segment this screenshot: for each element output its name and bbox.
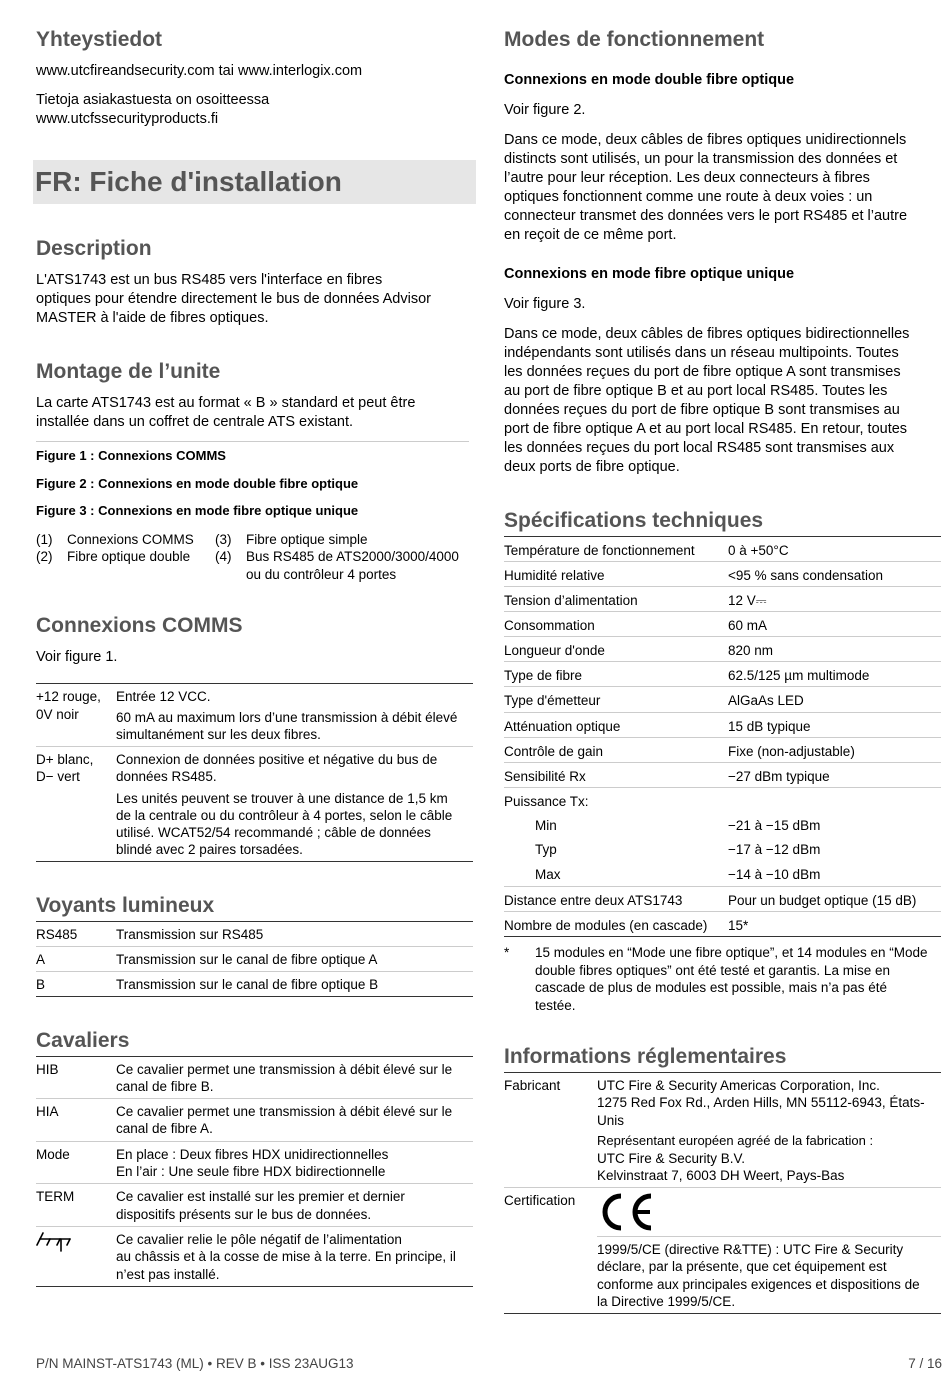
reg-value: UTC Fire & Security B.V. xyxy=(597,1151,746,1166)
comms-value: Connexion de données positive et négative du bus de xyxy=(116,752,438,767)
spec-row xyxy=(504,536,941,561)
table-rule xyxy=(36,1056,473,1057)
spec-key: Sensibilité Rx xyxy=(504,769,586,784)
spec-key: Longueur d'onde xyxy=(504,643,605,658)
modes-title: Modes de fonctionnement xyxy=(504,28,765,51)
spec-row xyxy=(504,886,941,911)
spec-key: Type de fibre xyxy=(504,668,583,683)
spec-row-tx xyxy=(504,787,941,886)
spec-key: Humidité relative xyxy=(504,568,605,583)
note-text: 15 modules en “Mode une fibre optique”, et 14 modules en “Mode xyxy=(535,945,928,960)
spec-key: Nombre de modules (en cascade) xyxy=(504,918,708,933)
modes-text: l’autre pour leur réception. Les deux connecteurs à fibres xyxy=(504,170,870,186)
table-rule xyxy=(36,1098,473,1099)
description-text: L'ATS1743 est un bus RS485 vers l'interface en fibres xyxy=(36,272,383,288)
jumper-value: dispositifs présents sur le bus de données. xyxy=(116,1207,372,1222)
led-value: Transmission sur RS485 xyxy=(116,927,264,942)
spec-value: −17 à −12 dBm xyxy=(728,842,821,857)
comms-value: Les unités peuvent se trouver à une distance de 1,5 km xyxy=(116,791,448,806)
jumper-value: Ce cavalier permet une transmission à débit élevé sur le xyxy=(116,1062,453,1077)
legend-text: Bus RS485 de ATS2000/3000/4000 xyxy=(246,549,459,564)
legend-num: (2) xyxy=(36,549,53,564)
jumper-key: HIA xyxy=(36,1104,59,1119)
modes-text: Dans ce mode, deux câbles de fibres optiques unidirectionnels xyxy=(504,132,907,148)
spec-row xyxy=(504,762,941,787)
reg-value: 1275 Red Fox Rd., Arden Hills, MN 55112-6943, États- xyxy=(597,1095,925,1110)
spec-key: Puissance Tx: xyxy=(504,794,589,809)
spec-key: Température de fonctionnement xyxy=(504,543,695,558)
jumper-value: canal de fibre B. xyxy=(116,1079,214,1094)
note-text: cascade de plus de modules est possible, mais n’a pas été xyxy=(535,980,887,995)
modes-text: en reçoit de ce même port. xyxy=(504,227,677,243)
modes-text: connecteur transmet des données vers le port RS485 et l’autre xyxy=(504,208,908,224)
reg-value: Représentant européen agréé de la fabrication : xyxy=(597,1133,874,1148)
legend-text: ou du contrôleur 4 portes xyxy=(246,567,397,582)
reg-value: Unis xyxy=(597,1113,625,1128)
modes-see: Voir figure 3. xyxy=(504,296,586,312)
modes-see: Voir figure 2. xyxy=(504,102,586,118)
spec-value: Pour un budget optique (15 dB) xyxy=(728,893,917,908)
banner-title: FR: Fiche d'installation xyxy=(35,166,342,197)
spec-value: Fixe (non-adjustable) xyxy=(728,744,855,759)
contact-line: www.utcfireandsecurity.com tai www.interlogix.com xyxy=(36,63,363,79)
spec-row xyxy=(504,737,941,762)
contact-line: www.utcfssecurityproducts.fi xyxy=(36,111,219,127)
spec-key: Min xyxy=(535,818,557,833)
modes-text: Dans ce mode, deux câbles de fibres optiques bidirectionnelles xyxy=(504,326,910,342)
legend-num: (4) xyxy=(215,549,232,564)
contact-title: Yhteystiedot xyxy=(36,28,163,51)
description-text: MASTER à l'aide de fibres optiques. xyxy=(36,310,269,326)
comms-value: utilisé. WCAT52/54 recommandé ; câble de données xyxy=(116,825,431,840)
modes-text: deux ports de fibre optique. xyxy=(504,459,680,475)
table-rule xyxy=(504,1187,941,1188)
specs-title: Spécifications techniques xyxy=(504,509,764,532)
jumper-value: Ce cavalier est installé sur les premier et dernier xyxy=(116,1189,405,1204)
table-rule xyxy=(36,1286,473,1287)
jumper-key: TERM xyxy=(36,1189,75,1204)
modes-text: les données reçues du port local RS485 sont transmises aux xyxy=(504,440,895,456)
reg-key: Fabricant xyxy=(504,1078,561,1093)
legend-text: Fibre optique double xyxy=(67,549,191,564)
section-banner xyxy=(33,160,476,204)
spec-row xyxy=(504,611,941,636)
footer-page-number: 7 / 16 xyxy=(908,1356,942,1371)
jumper-value: Ce cavalier relie le pôle négatif de l’alimentation xyxy=(116,1232,402,1247)
comms-value: données RS485. xyxy=(116,769,217,784)
reg-value: conforme aux principales exigences et dispositions de xyxy=(597,1277,920,1292)
spec-key: Max xyxy=(535,867,561,882)
spec-value: 0 à +50°C xyxy=(728,543,789,558)
table-rule xyxy=(36,1183,473,1184)
comms-value: Entrée 12 VCC. xyxy=(116,689,211,704)
spec-value: 12 V⎓ xyxy=(728,593,767,608)
spec-key: Consommation xyxy=(504,618,595,633)
reg-value: Kelvinstraat 7, 6003 DH Weert, Pays-Bas xyxy=(597,1168,845,1183)
modes-text: optiques fonctionnent comme une route à deux voies : un xyxy=(504,189,873,205)
led-key: B xyxy=(36,977,46,992)
divider xyxy=(36,441,469,442)
jumper-value: En place : Deux fibres HDX unidirectionnelles xyxy=(116,1147,389,1162)
comms-see: Voir figure 1. xyxy=(36,649,118,665)
spec-value: −21 à −15 dBm xyxy=(728,818,821,833)
table-rule xyxy=(36,1226,473,1227)
spec-row xyxy=(504,586,941,611)
table-rule xyxy=(36,921,473,922)
modes-text: les données reçues du port de fibre optique A sont transmises xyxy=(504,364,901,380)
note-text: double fibres optiques” ont été testé et garantis. La mise en xyxy=(535,963,890,978)
table-rule xyxy=(36,746,473,747)
table-rule xyxy=(36,996,473,997)
led-value: Transmission sur le canal de fibre optique B xyxy=(116,977,379,992)
spec-key: Distance entre deux ATS1743 xyxy=(504,893,683,908)
description-text: optiques pour étendre directement le bus de données Advisor xyxy=(36,291,431,307)
jumper-key: HIB xyxy=(36,1062,59,1077)
table-rule xyxy=(36,946,473,947)
figure-caption: Figure 2 : Connexions en mode double fibre optique xyxy=(36,476,359,491)
table-rule xyxy=(597,1236,941,1237)
legend-text: Connexions COMMS xyxy=(67,532,194,547)
note-mark: * xyxy=(504,945,510,960)
jumper-value: n’est pas installé. xyxy=(116,1267,220,1282)
table-rule xyxy=(36,971,473,972)
led-value: Transmission sur le canal de fibre optique A xyxy=(116,952,378,967)
spec-row xyxy=(504,712,941,737)
leds-title: Voyants lumineux xyxy=(36,894,215,917)
jumper-value: Ce cavalier permet une transmission à débit élevé sur le xyxy=(116,1104,453,1119)
spec-value: 15 dB typique xyxy=(728,719,811,734)
spec-key: Type d'émetteur xyxy=(504,693,601,708)
spec-value: <95 % sans condensation xyxy=(728,568,883,583)
reg-value: déclare, par la présente, que cet équipement est xyxy=(597,1259,887,1274)
table-rule xyxy=(504,1313,941,1314)
legend-num: (1) xyxy=(36,532,53,547)
led-key: RS485 xyxy=(36,927,78,942)
comms-key: 0V noir xyxy=(36,707,79,722)
spec-row xyxy=(504,661,941,686)
reg-key: Certification xyxy=(504,1193,576,1208)
table-rule xyxy=(36,861,473,862)
modes-text: au port de fibre optique B et au port local RS485. Toutes les xyxy=(504,383,888,399)
spec-row xyxy=(504,686,941,711)
comms-key: D− vert xyxy=(36,769,80,784)
modes-subtitle: Connexions en mode fibre optique unique xyxy=(504,266,795,282)
spec-value: 15* xyxy=(728,918,749,933)
comms-title: Connexions COMMS xyxy=(36,614,243,637)
spec-row xyxy=(504,636,941,661)
reg-value: 1999/5/CE (directive R&TTE) : UTC Fire & Security xyxy=(597,1242,904,1257)
spec-row xyxy=(504,911,941,937)
table-rule xyxy=(504,1072,941,1073)
table-rule xyxy=(36,683,473,684)
comms-key: D+ blanc, xyxy=(36,752,94,767)
montage-title: Montage de l’unite xyxy=(36,360,221,383)
spec-value: 60 mA xyxy=(728,618,768,633)
jumper-value: canal de fibre A. xyxy=(116,1121,213,1136)
jumper-key: Mode xyxy=(36,1147,70,1162)
contact-line: Tietoja asiakastuesta on osoitteessa xyxy=(36,92,270,108)
figure-caption: Figure 3 : Connexions en mode fibre optique unique xyxy=(36,503,359,518)
legend-text: Fibre optique simple xyxy=(246,532,368,547)
table-rule xyxy=(36,1141,473,1142)
comms-key: +12 rouge, xyxy=(36,689,101,704)
chassis-ground-icon xyxy=(36,1229,76,1253)
jumper-value: En l’air : Une seule fibre HDX bidirectionnelle xyxy=(116,1164,386,1179)
led-key: A xyxy=(36,952,46,967)
jumpers-title: Cavaliers xyxy=(36,1029,130,1052)
modes-subtitle: Connexions en mode double fibre optique xyxy=(504,72,795,88)
spec-value: 62.5/125 µm multimode xyxy=(728,668,870,683)
spec-key: Typ xyxy=(535,842,557,857)
reg-value: UTC Fire & Security Americas Corporation, Inc. xyxy=(597,1078,880,1093)
montage-text: installée dans un coffret de centrale ATS existant. xyxy=(36,414,354,430)
spec-value: AlGaAs LED xyxy=(728,693,804,708)
reg-value: la Directive 1999/5/CE. xyxy=(597,1294,736,1309)
montage-text: La carte ATS1743 est au format « B » standard et peut être xyxy=(36,395,416,411)
comms-value: 60 mA au maximum lors d’une transmission à débit élevé xyxy=(116,710,458,725)
ce-mark-icon xyxy=(597,1192,655,1232)
modes-text: distincts sont utilisés, un pour la transmission des données et xyxy=(504,151,898,167)
spec-key: Tension d’alimentation xyxy=(504,593,638,608)
modes-text: port de fibre optique A et au port local RS485. En retour, toutes xyxy=(504,421,908,437)
modes-text: indépendants sont utilisés dans un réseau multipoints. Toutes xyxy=(504,345,899,361)
figure-caption: Figure 1 : Connexions COMMS xyxy=(36,448,226,463)
note-text: testée. xyxy=(535,998,576,1013)
spec-key: Atténuation optique xyxy=(504,719,621,734)
reg-title: Informations réglementaires xyxy=(504,1045,787,1068)
comms-value: blindé avec 2 paires torsadées. xyxy=(116,842,303,857)
spec-key: Contrôle de gain xyxy=(504,744,604,759)
spec-row xyxy=(504,561,941,586)
description-title: Description xyxy=(36,237,152,260)
spec-value: −27 dBm typique xyxy=(728,769,830,784)
jumper-value: au châssis et à la cosse de mise à la terre. En principe, il xyxy=(116,1249,456,1264)
spec-value: 820 nm xyxy=(728,643,774,658)
legend-num: (3) xyxy=(215,532,232,547)
footer-part-number: P/N MAINST-ATS1743 (ML) • REV B • ISS 23AUG13 xyxy=(36,1356,354,1371)
modes-text: données reçues du port de fibre optique B sont transmises au xyxy=(504,402,900,418)
comms-value: simultanément sur les deux fibres. xyxy=(116,727,321,742)
spec-value: −14 à −10 dBm xyxy=(728,867,821,882)
comms-value: de la centrale ou du contrôleur à 4 portes, selon le câble xyxy=(116,808,453,823)
